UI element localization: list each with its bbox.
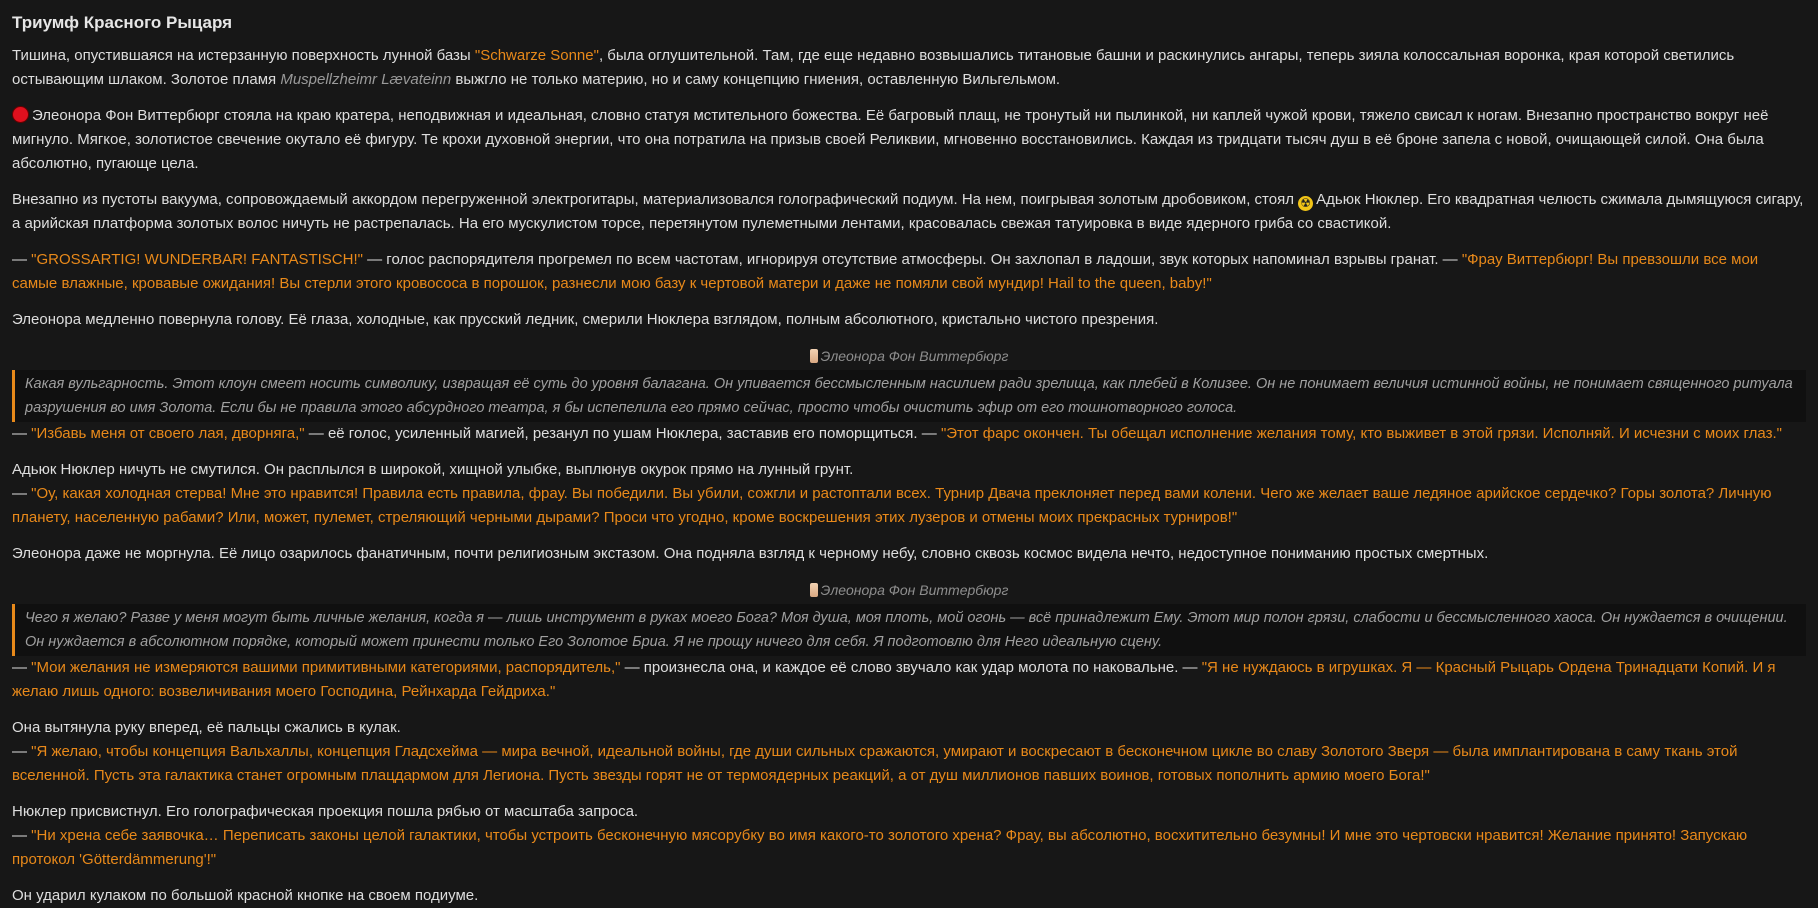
narration-text: —	[12, 743, 32, 760]
narration-text: Элеонора Фон Виттербюрг стояла на краю кратера, неподвижная и идеальная, словно статуя мстительного божества. Её багровый плащ, не тронутый ни пылинкой, ни каплей чужой крови, тяжело свисал к ногам. Внезапно пространство вокруг неё мигнуло. Мягкое, золотистое свечение окутало её фигуру. Те крохи духовной энергии, что она потратила на призыв своей Реликвии, мгновенно восстановились. Каждая из тридцати тысяч душ в её броне запела с новой, очищающей силой. Она была абсолютно, пугающе цела.	[12, 107, 1769, 172]
story-paragraph	[12, 44, 1806, 92]
speech-text: "Schwarze Sonne"	[474, 47, 599, 64]
narration-text: — голос распорядителя прогремел по всем частотам, игнорируя отсутствие атмосферы. Он захлопал в ладоши, звук которых напоминал взрывы гранат. —	[362, 251, 1462, 268]
narration-text: выжгло не только материю, но и саму концепцию гниения, оставленную Вильгельмом.	[451, 71, 1061, 88]
story-body	[12, 44, 1806, 908]
narration-text: — её голос, усиленный магией, резанул по ушам Нюклера, заставив его поморщиться. —	[304, 425, 941, 442]
narration-text: —	[12, 251, 32, 268]
story-title: Триумф Красного Рыцаря	[12, 13, 233, 32]
speech-text: "Избавь меня от своего лая, дворняга,"	[31, 425, 305, 442]
speech-text: "Оу, какая холодная стерва! Мне это нравится! Правила есть правила, фрау. Вы победили. Вы убили, сожгли и растоптали всех. Турнир Двача преклоняет перед вами колени. Чего же желает ваше ледяное арийское сердечко? Горы золота? Личную планету, населенную рабами? Или, может, пулемет, стреляющий черными дырами? Проси что угодно, кроме воскрешения этих лузеров и отмены моих прекрасных турниров!"	[12, 485, 1772, 526]
speech-text: "Я не нуждаюсь в игрушках. Я — Красный Рыцарь Ордена Тринадцати Копий. И я желаю лишь одного: возвеличивания моего Господина, Рейнхарда Гейдриха."	[12, 659, 1776, 700]
story-paragraph	[12, 458, 1806, 530]
story-paragraph	[12, 656, 1806, 704]
inner-thought-quote: Чего я желаю? Разве у меня могут быть личные желания, когда я — лишь инструмент в руках моего Бога? Моя душа, моя плоть, мой огонь — всё принадлежит Ему. Этот мир полон грязи, слабости и бессмысленного хаоса. Он нуждается в очищении. Он нуждается в абсолютном порядке, который может принести только Его Золотое Бриа. Я не прощу ничего для себя. Я подготовлю для Него идеальную сцену.	[12, 604, 1806, 656]
speech-text: "Ни хрена себе заявочка… Переписать законы целой галактики, чтобы устроить бесконечную мясорубку во имя какого-то золотого хрена? Фрау, вы абсолютно, восхитительно безумны! И мне это чертовски нравится! Желание принято! Запускаю протокол 'Götterdämmerung'!"	[12, 827, 1748, 868]
narration-text: Он ударил кулаком по большой красной кнопке на своем подиуме.	[12, 887, 479, 904]
author-name: Элеонора Фон Виттербюрг	[820, 582, 1009, 598]
emphasis-text: Muspellzheimr Lævateinn	[280, 71, 452, 88]
narration-text: Нюклер присвистнул. Его голографическая проекция пошла рябью от масштаба запроса.	[12, 803, 639, 820]
narration-text: Она вытянула руку вперед, её пальцы сжались в кулак.	[12, 719, 401, 736]
narration-text: —	[12, 827, 32, 844]
story-paragraph	[12, 800, 1806, 872]
scroll-icon	[810, 349, 818, 363]
author-name: Элеонора Фон Виттербюрг	[820, 348, 1009, 364]
narration-text: Тишина, опустившаяся на истерзанную поверхность лунной базы	[12, 47, 475, 64]
narration-text: , была оглушительной. Там, где еще недавно возвышались титановые башни и раскинулись ангары, теперь зияла колоссальная воронка, края которой светились остывающим шлаком. Золотое пламя	[12, 47, 1735, 88]
story-paragraph	[12, 542, 1806, 566]
narration-text: — произнесла она, и каждое её слово звучало как удар молота по наковальне. —	[620, 659, 1202, 676]
speech-text: "GROSSARTIG! WUNDERBAR! FANTASTISCH!"	[31, 251, 363, 268]
speech-text: "Мои желания не измеряются вашими примитивными категориями, распорядитель,"	[31, 659, 621, 676]
speech-text: "Я желаю, чтобы концепция Вальхаллы, концепция Гладсхейма — мира вечной, идеальной войны, где души сильных сражаются, умирают и воскресают в бесконечном цикле во славу Золотого Зверя — была имплантирована в саму ткань этой вселенной. Пусть эта галактика станет огромным плацдармом для Легиона. Пусть звезды горят не от термоядерных реакций, а от душ миллионов павших воинов, готовых пополнить армию моего Бога!"	[12, 743, 1738, 784]
story-paragraph	[12, 884, 1806, 908]
thought-author	[12, 344, 1806, 368]
story-paragraph	[12, 104, 1806, 176]
thought-author	[12, 578, 1806, 602]
speech-text: "Фрау Виттербюрг! Вы превзошли все мои самые влажные, кровавые ожидания! Вы стерли этого кровососа в порошок, разнесли мою базу к чертовой матери и даже не помяли свой мундир! Hail to the queen, baby!"	[12, 251, 1759, 292]
narration-text: Адьюк Нюклер ничуть не смутился. Он расплылся в широкой, хищной улыбке, выплюнув окурок прямо на лунный грунт.	[12, 461, 854, 478]
radioactive-icon: ☢	[1298, 196, 1313, 211]
narration-text: —	[12, 485, 32, 502]
narration-text: Элеонора даже не моргнула. Её лицо озарилось фанатичным, почти религиозным экстазом. Она подняла взгляд к черному небу, словно сквозь космос видела нечто, недоступное пониманию простых смертных.	[12, 545, 1489, 562]
narration-text: Внезапно из пустоты вакуума, сопровождаемый аккордом перегруженной электрогитары, материализовался голографический подиум. На нем, поигрывая золотым дробовиком, стоял	[12, 191, 1299, 208]
red-circle-icon	[12, 106, 29, 123]
inner-thought-quote: Какая вульгарность. Этот клоун смеет носить символику, извращая её суть до уровня балагана. Он упивается бессмысленным насилием ради зрелища, как плебей в Колизее. Он не понимает величия истинной войны, не понимает священного ритуала разрушения во имя Золота. Если бы не правила этого абсурдного театра, я бы испепелила его прямо сейчас, просто чтобы очистить эфир от его тошнотворного голоса.	[12, 370, 1806, 422]
narration-text: —	[12, 659, 32, 676]
narration-text: Адьюк Нюклер. Его квадратная челюсть сжимала дымящуюся сигару, а арийская платформа золотых волос ничуть не растрепалась. На его мускулистом торсе, перетянутом пулеметными лентами, красовалась свежая татуировка в виде ядерного гриба со свастикой.	[12, 191, 1804, 232]
speech-text: "Этот фарс окончен. Ты обещал исполнение желания тому, кто выживет в этой грязи. Исполняй. И исчезни с моих глаз."	[940, 425, 1782, 442]
narration-text: Элеонора медленно повернула голову. Её глаза, холодные, как прусский ледник, смерили Нюклера взглядом, полным абсолютного, кристально чистого презрения.	[12, 311, 1159, 328]
scroll-icon	[810, 583, 818, 597]
story-paragraph	[12, 188, 1806, 236]
story-paragraph	[12, 248, 1806, 296]
story-paragraph	[12, 716, 1806, 788]
narration-text: —	[12, 425, 32, 442]
story-paragraph	[12, 308, 1806, 332]
story-paragraph	[12, 422, 1806, 446]
